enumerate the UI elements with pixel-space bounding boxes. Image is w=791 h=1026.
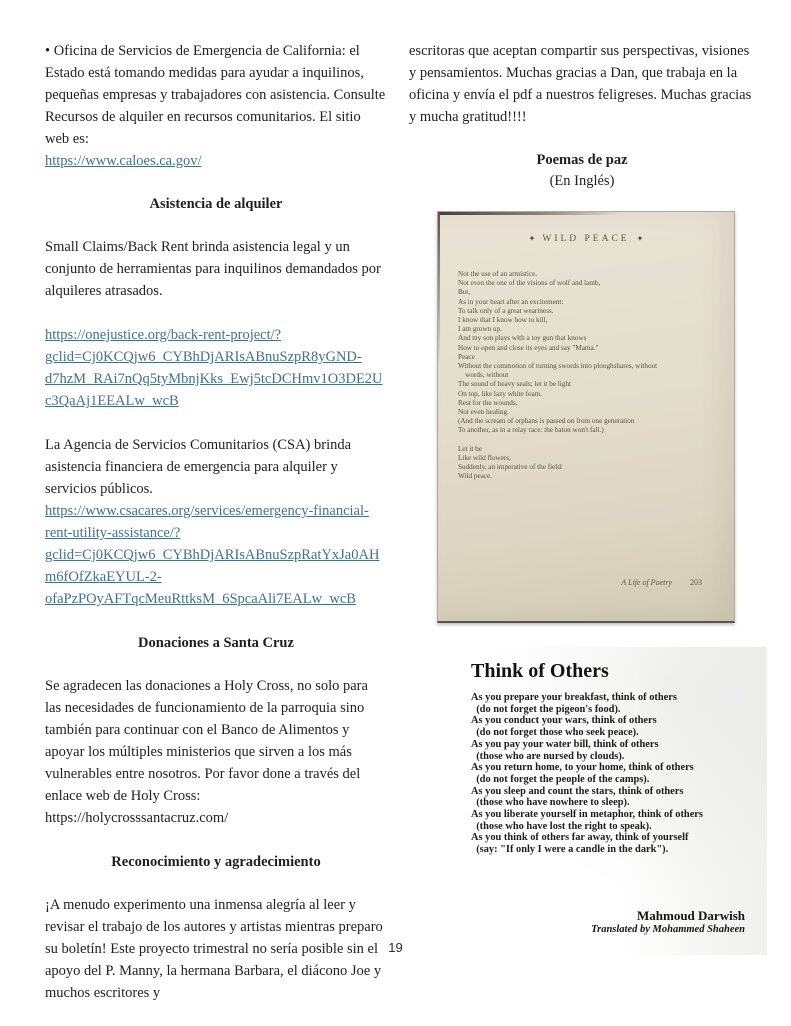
- wild-peace-title: WILD PEACE: [542, 234, 630, 244]
- think-of-others-poem: [471, 692, 757, 856]
- subheading-en-ingles: (En Inglés): [549, 173, 615, 189]
- acknowledgment-paragraph: ¡A menudo experimento una inmensa alegría al leer y revisar el trabajo de los autores y artistas mientras preparo su boletín! Este proyecto trimestral no sería posible sin el apoyo del P. Manny, la hermana Barbara, el diácono Joe y muchos escritores y: [45, 897, 383, 1001]
- poem-line: (And the scream of orphans is passed on from one generation: [458, 417, 635, 426]
- poem-line: To another, as in a relay race: the baton won't fall.): [458, 426, 604, 435]
- poem-line: I am grown up.: [458, 325, 502, 334]
- poem-line: Not even healing.: [458, 408, 509, 417]
- author-block: [471, 908, 757, 937]
- diamond-ornament-icon: ✦: [636, 234, 644, 243]
- emergency-services-paragraph: • Oficina de Servicios de Emergencia de California: el Estado está tomando medidas para ayudar a inquilinos, pequeñas empresas y trabajadores con asistencia. Consulte Recursos de alquiler en recursos comunitarios. El sitio web es:: [45, 43, 386, 147]
- poem-line: Like wild flowers,: [458, 454, 511, 463]
- poem-line: As you return home, to your home, think of others: [471, 762, 694, 774]
- poem-line: Suddenly, an imperative of the field:: [458, 463, 563, 472]
- poem-line: (do not forget the pigeon's food).: [471, 703, 621, 715]
- author-name: Mahmoud Darwish: [637, 907, 745, 923]
- poem-line: And my son plays with a toy gun that knows: [458, 334, 587, 343]
- caloes-link[interactable]: https://www.caloes.ca.gov/: [45, 153, 202, 169]
- poem-line: [458, 436, 714, 445]
- poem-line: Not the use of an armistice,: [458, 270, 538, 278]
- wild-peace-poem: [458, 270, 714, 482]
- poem-line: As you pay your water bill, think of others: [471, 738, 659, 750]
- poem-line: Rest for the wounds,: [458, 398, 518, 407]
- wild-peace-title-row: [458, 234, 714, 244]
- heading-asistencia-de-alquiler: Asistencia de alquiler: [149, 196, 283, 212]
- poem-line: As you conduct your wars, think of others: [471, 715, 657, 727]
- csa-paragraph: La Agencia de Servicios Comunitarios (CSA) brinda asistencia financiera de emergencia para alquiler y servicios públicos.: [45, 437, 352, 497]
- poem-line: As in your heart after an excitement:: [458, 297, 564, 306]
- poem-line: (say: "If only I were a candle in the dark").: [471, 844, 669, 856]
- onejustice-link-block: [45, 324, 387, 412]
- right-column: [409, 40, 755, 955]
- poem-line: How to open and close its eyes and say "Mama.": [458, 343, 599, 352]
- left-column: [45, 40, 387, 1026]
- onejustice-link[interactable]: https://onejustice.org/back-rent-project/?gclid=Cj0KCQjw6_CYBhDjARIsABnuSzpR8yGND-d7hzM_RAi7nQq5tyMbnjKks_Ewj5tcDCHmv1O3DE2Uc3QaAj1EEALw_wcB: [45, 327, 383, 409]
- poem-line: (do not forget those who seek peace).: [471, 727, 639, 739]
- small-claims-paragraph: Small Claims/Back Rent brinda asistencia legal y un conjunto de herramientas para inquilinos demandados por alquileres atrasados.: [45, 239, 381, 299]
- heading-poemas-de-paz: Poemas de paz: [536, 152, 628, 168]
- poem-line: Wild peace.: [458, 472, 493, 481]
- heading-reconocimiento: Reconocimiento y agradecimiento: [111, 854, 321, 870]
- continuation-paragraph: escritoras que aceptan compartir sus perspectivas, visiones y pensamientos. Muchas gracias a Dan, que trabaja en la oficina y envía el pdf a nuestros feligreses. Muchas gracias y mucha gratitud!!!!: [409, 43, 752, 125]
- poem-line: words, without: [458, 371, 509, 380]
- book-page-number: 203: [690, 577, 702, 587]
- poem-line: (do not forget the people of the camps).: [471, 773, 650, 785]
- poem-line: But,: [458, 288, 471, 297]
- think-of-others-scan-image: [435, 647, 767, 955]
- wild-peace-scan-image: [437, 211, 735, 623]
- poem-line: Without the commotion of turning swords into ploughshares, without: [458, 362, 658, 371]
- poem-line: As you liberate yourself in metaphor, think of others: [471, 809, 703, 821]
- page-number: 19: [388, 940, 403, 955]
- poem-line: On top, like lazy white foam.: [458, 389, 543, 398]
- poem-line: As you sleep and count the stars, think of others: [471, 785, 684, 797]
- poem-line: Peace: [458, 352, 475, 361]
- donations-paragraph: Se agradecen las donaciones a Holy Cross, no solo para las necesidades de funcionamiento de la parroquia sino también para continuar con el Banco de Alimentos y apoyar los múltiples ministerios que sirven a los más vulnerables entre nosotros. Por favor done a través del enlace web de Holy Cross: https://holycrosssantacruz.com/: [45, 678, 368, 826]
- poem-line: As you think of others far away, think of yourself: [471, 832, 689, 844]
- poem-line: The sound of heavy seals; let it be light: [458, 380, 571, 389]
- poem-line: (those who have lost the right to speak).: [471, 820, 652, 832]
- wild-peace-footer: [458, 578, 714, 587]
- caloes-link-line: [45, 150, 387, 172]
- poem-line: (those who have nowhere to sleep).: [471, 797, 630, 809]
- csacares-link-block: [45, 500, 387, 610]
- poem-line: To talk only of a great weariness.: [458, 306, 554, 315]
- poem-line: I know that I know how to kill,: [458, 316, 548, 325]
- think-of-others-title: Think of Others: [471, 660, 609, 682]
- poem-line: Let it be: [458, 444, 482, 453]
- heading-donaciones-santa-cruz: Donaciones a Santa Cruz: [138, 635, 294, 651]
- csacares-link[interactable]: https://www.csacares.org/services/emergency-financial-rent-utility-assistance/?gclid=Cj0KCQjw6_CYBhDjARIsABnuSzpRatYxJa0AHm6fOfZkaEYUL-2-ofaPzPOyAFTqcMeuRttksM_6SpcaAli7EALw_wcB: [45, 503, 380, 607]
- book-title: A Life of Poetry: [621, 577, 672, 587]
- diamond-ornament-icon: ✦: [528, 234, 536, 243]
- poem-line: (those who are nursed by clouds).: [471, 750, 625, 762]
- translator-credit: Translated by Mohammed Shaheen: [591, 923, 745, 935]
- poem-line: As you prepare your breakfast, think of others: [471, 692, 677, 703]
- poem-line: Not even the one of the visions of wolf and lamb,: [458, 279, 601, 288]
